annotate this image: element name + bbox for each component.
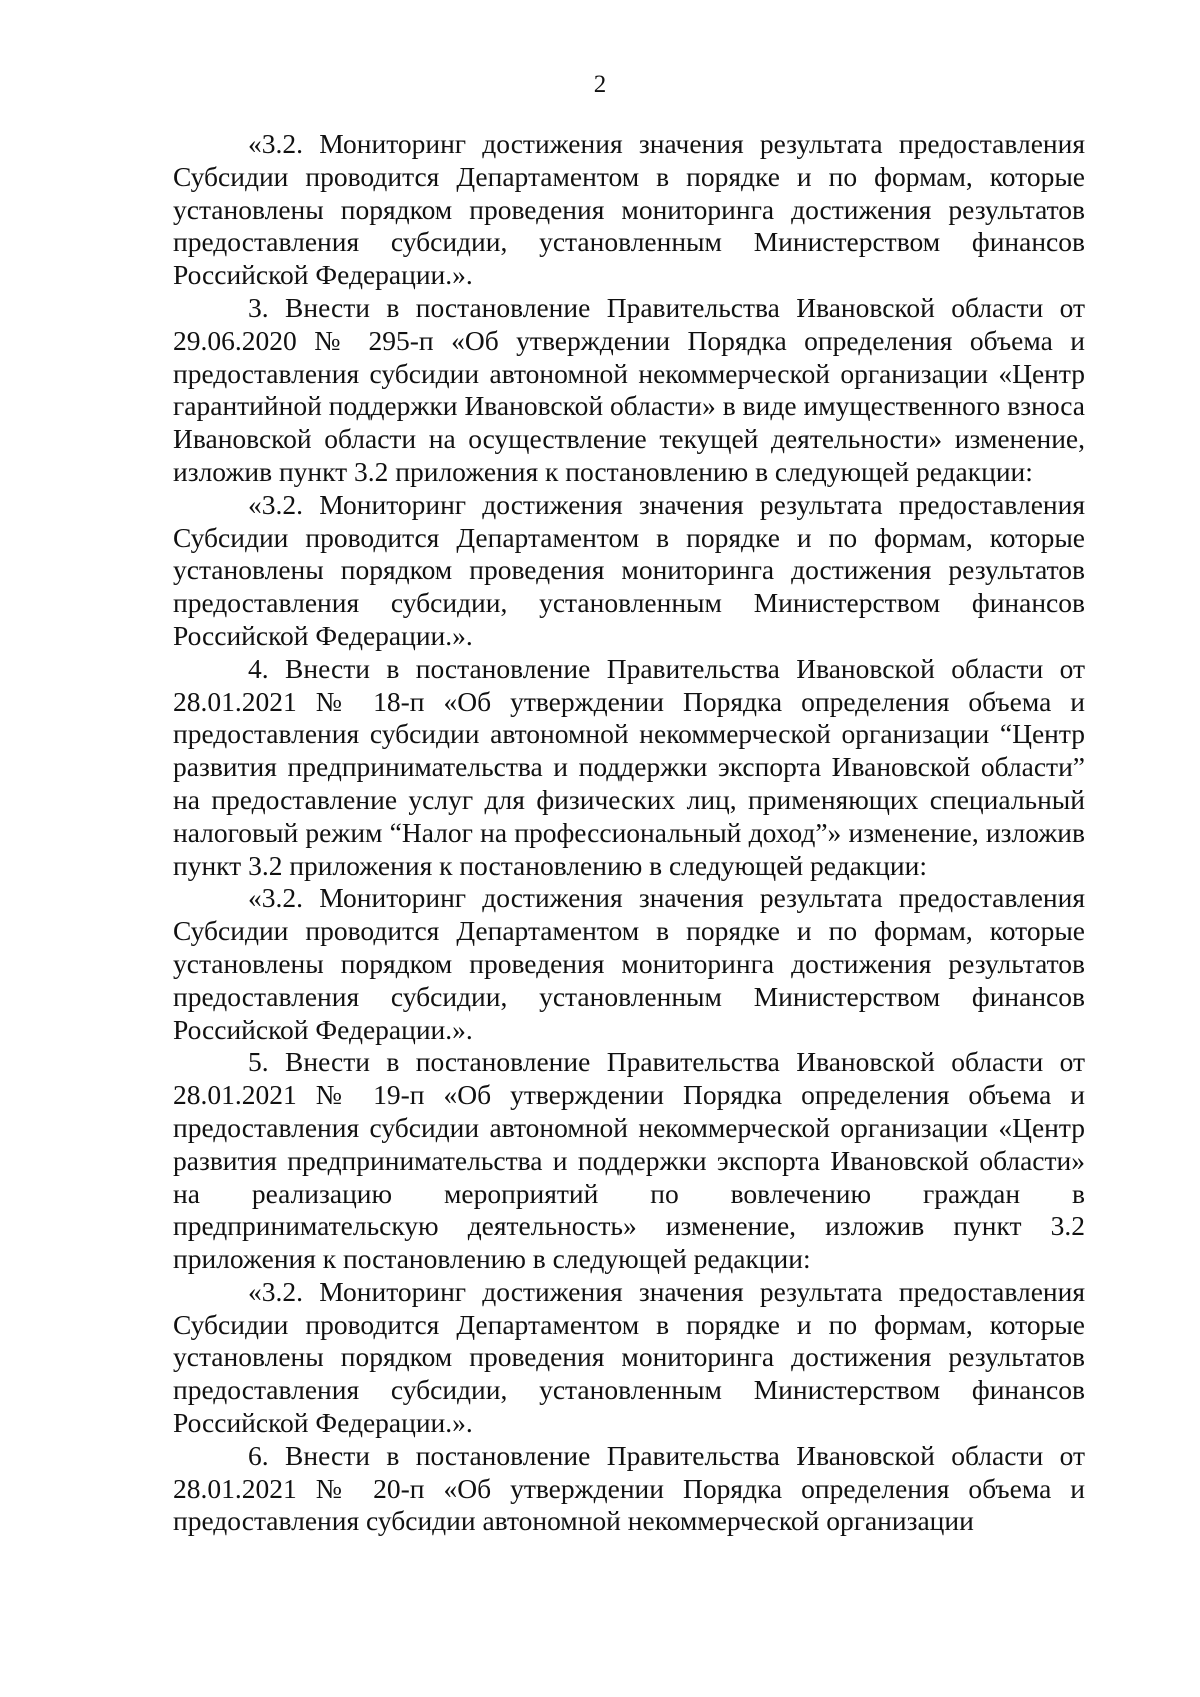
paragraph-quote-3-2-c: «3.2. Мониторинг достижения значения результата предоставления Субсидии проводится Департаментом в порядке и по формам, которые установлены порядком проведения мониторинга достижения результатов предоставления субсидии, установленным Министерством финансов Российской Федерации.». — [173, 882, 1085, 1045]
paragraph-item-5: 5. Внести в постановление Правительства Ивановской области от 28.01.2021 № 19-п «Об утверждении Порядка определения объема и предоставления субсидии автономной некоммерческой организации «Центр развития предпринимательства и поддержки экспорта Ивановской области» на реализацию мероприятий по вовлечению граждан в предпринимательскую деятельность» изменение, изложив пункт 3.2 приложения к постановлению в следующей редакции: — [173, 1046, 1085, 1275]
document-body — [173, 128, 1085, 1538]
paragraph-item-6: 6. Внести в постановление Правительства Ивановской области от 28.01.2021 № 20-п «Об утверждении Порядка определения объема и предоставления субсидии автономной некоммерческой организации — [173, 1439, 1085, 1537]
paragraph-quote-3-2-b: «3.2. Мониторинг достижения значения результата предоставления Субсидии проводится Департаментом в порядке и по формам, которые установлены порядком проведения мониторинга достижения результатов предоставления субсидии, установленным Министерством финансов Российской Федерации.». — [173, 488, 1085, 651]
paragraph-quote-3-2-a: «3.2. Мониторинг достижения значения результата предоставления Субсидии проводится Департаментом в порядке и по формам, которые установлены порядком проведения мониторинга достижения результатов предоставления субсидии, установленным Министерством финансов Российской Федерации.». — [173, 128, 1085, 291]
paragraph-item-4: 4. Внести в постановление Правительства Ивановской области от 28.01.2021 № 18-п «Об утверждении Порядка определения объема и предоставления субсидии автономной некоммерческой организации “Центр развития предпринимательства и поддержки экспорта Ивановской области” на предоставление услуг для физических лиц, применяющих специальный налоговый режим “Налог на профессиональный доход”» изменение, изложив пункт 3.2 приложения к постановлению в следующей редакции: — [173, 652, 1085, 881]
paragraph-quote-3-2-d: «3.2. Мониторинг достижения значения результата предоставления Субсидии проводится Департаментом в порядке и по формам, которые установлены порядком проведения мониторинга достижения результатов предоставления субсидии, установленным Министерством финансов Российской Федерации.». — [173, 1275, 1085, 1439]
page-number: 2 — [593, 71, 607, 98]
paragraph-item-3: 3. Внести в постановление Правительства Ивановской области от 29.06.2020 № 295-п «Об утверждении Порядка определения объема и предоставления субсидии автономной некоммерческой организации «Центр гарантийной поддержки Ивановской области» в виде имущественного взноса Ивановской области на осуществление текущей деятельности» изменение, изложив пункт 3.2 приложения к постановлению в следующей редакции: — [173, 291, 1085, 487]
